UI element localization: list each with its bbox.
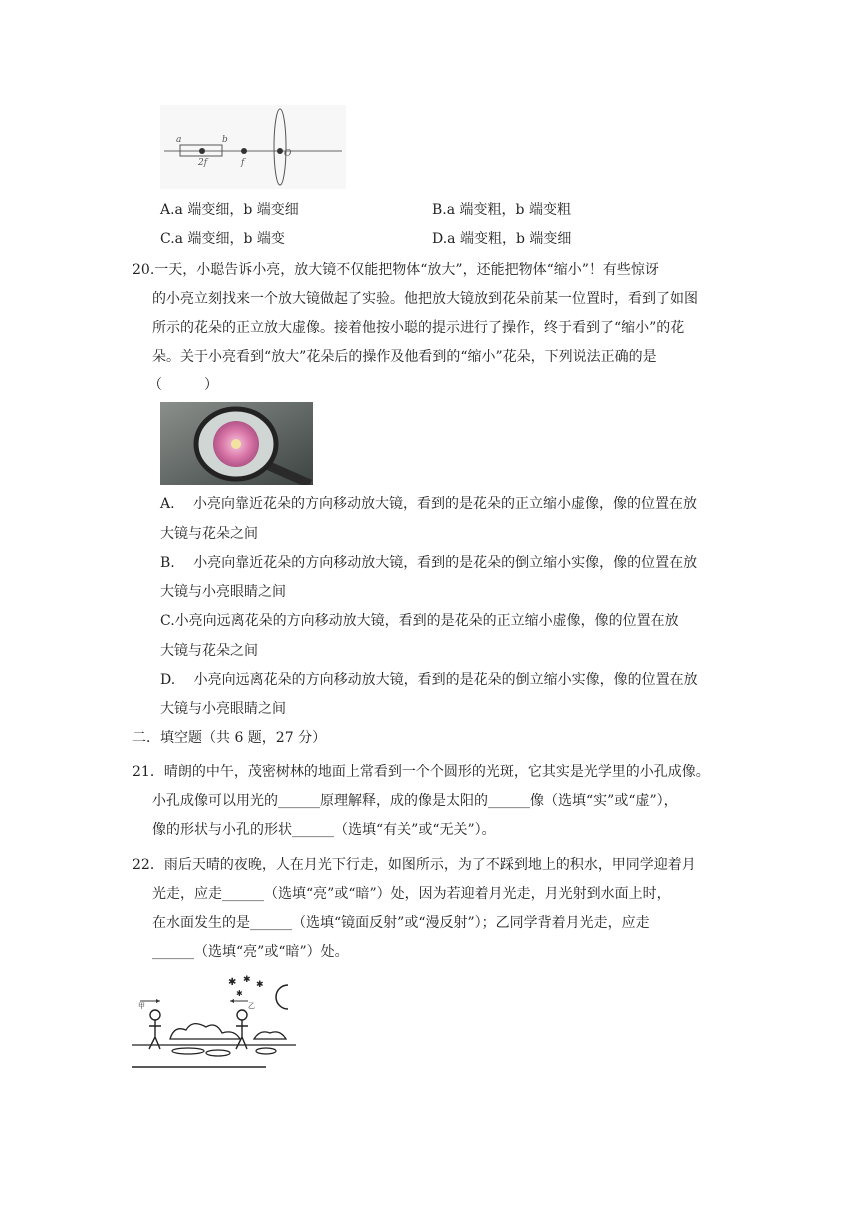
q20-line-2: 的小亮立刻找来一个放大镜做起了实验。他把放大镜放到花朵前某一位置时，看到了如图 <box>152 291 698 307</box>
puddle <box>172 1048 204 1054</box>
q20-answer-bracket: （ ） <box>148 377 218 393</box>
lens-diagram <box>160 105 346 189</box>
label-o: O <box>284 149 292 159</box>
moon-icon <box>276 985 288 1009</box>
q22-line-1: 22．雨后天晴的夜晚，人在月光下行走，如图所示，为了不踩到地上的积水，甲同学迎着月 <box>132 857 696 873</box>
q21-line-2: 小孔成像可以用光的______原理解释，成的像是太阳的______像（选填“实”或“虚”）， <box>152 793 678 809</box>
q20-option-c-line-2: 大镜与花朵之间 <box>160 643 258 659</box>
student-yi <box>236 1010 248 1049</box>
q20-option-b-line-1: B. 小亮向靠近花朵的方向移动放大镜，看到的是花朵的倒立缩小实像，像的位置在放 <box>160 555 698 571</box>
label-2f: 2f <box>198 158 208 168</box>
star-icon: ✱ <box>256 980 264 990</box>
star-icon: ✱ <box>236 989 243 998</box>
label-yi: 乙 <box>248 1002 255 1010</box>
moonlight-walk-figure <box>130 975 298 1070</box>
student-jia <box>149 1010 161 1049</box>
q21-line-3: 像的形状与小孔的形状______（选填“有关”或“无关”）。 <box>152 822 496 838</box>
q22-line-4: ______（选填“亮”或“暗”）处。 <box>152 944 349 960</box>
lens-figure <box>160 105 346 189</box>
q20-option-a-line-1: A. 小亮向靠近花朵的方向移动放大镜，看到的是花朵的正立缩小虚像，像的位置在放 <box>160 496 698 512</box>
q22-line-2: 光走，应走______（选填“亮”或“暗”）处，因为若迎着月光走，月光射到水面上时， <box>152 886 671 902</box>
q20-option-a-line-2: 大镜与花朵之间 <box>160 526 258 542</box>
label-b: b <box>222 135 228 145</box>
q20-option-c-line-1: C.小亮向远离花朵的方向移动放大镜，看到的是花朵的正立缩小虚像，像的位置在放 <box>160 613 679 629</box>
puddle <box>256 1048 276 1054</box>
q22-line-3: 在水面发生的是______（选填“镜面反射”或“漫反射”）；乙同学背着月光走，应走 <box>152 915 650 931</box>
q19-option-d: D.a 端变粗，b 端变细 <box>432 231 572 247</box>
puddle <box>206 1050 230 1056</box>
bushes <box>170 1024 240 1039</box>
q19-option-c: C.a 端变细，b 端变 <box>160 231 285 247</box>
q20-line-1: 20.一天，小聪告诉小亮，放大镜不仅能把物体“放大”，还能把物体“缩小”！有些惊讶 <box>132 262 659 278</box>
q20-option-d-line-2: 大镜与小亮眼睛之间 <box>160 701 286 717</box>
q21-line-1: 21．晴朗的中午，茂密树林的地面上常看到一个个圆形的光斑，它其实是光学里的小孔成像。 <box>132 764 710 780</box>
q19-option-a: A.a 端变细，b 端变细 <box>160 202 299 218</box>
q20-option-d-line-1: D. 小亮向远离花朵的方向移动放大镜，看到的是花朵的倒立缩小实像，像的位置在放 <box>160 672 698 688</box>
magnifier-flower-photo <box>160 402 313 485</box>
q20-line-4: 朵。关于小亮看到“放大”花朵后的操作及他看到的“缩小”花朵，下列说法正确的是 <box>152 349 657 365</box>
q20-line-3: 所示的花朵的正立放大虚像。接着他按小聪的提示进行了操作，终于看到了“缩小”的花 <box>152 320 685 336</box>
label-f: f <box>241 158 245 168</box>
star-icon: ✱ <box>243 975 251 985</box>
q19-option-b: B.a 端变粗，b 端变粗 <box>432 202 571 218</box>
section-heading: 二．填空题（共 6 题，27 分） <box>132 730 327 746</box>
q20-option-b-line-2: 大镜与小亮眼睛之间 <box>160 584 286 600</box>
label-a: a <box>176 135 182 145</box>
star-icon: ✱ <box>228 977 237 988</box>
label-jia: 甲 <box>138 1002 145 1010</box>
